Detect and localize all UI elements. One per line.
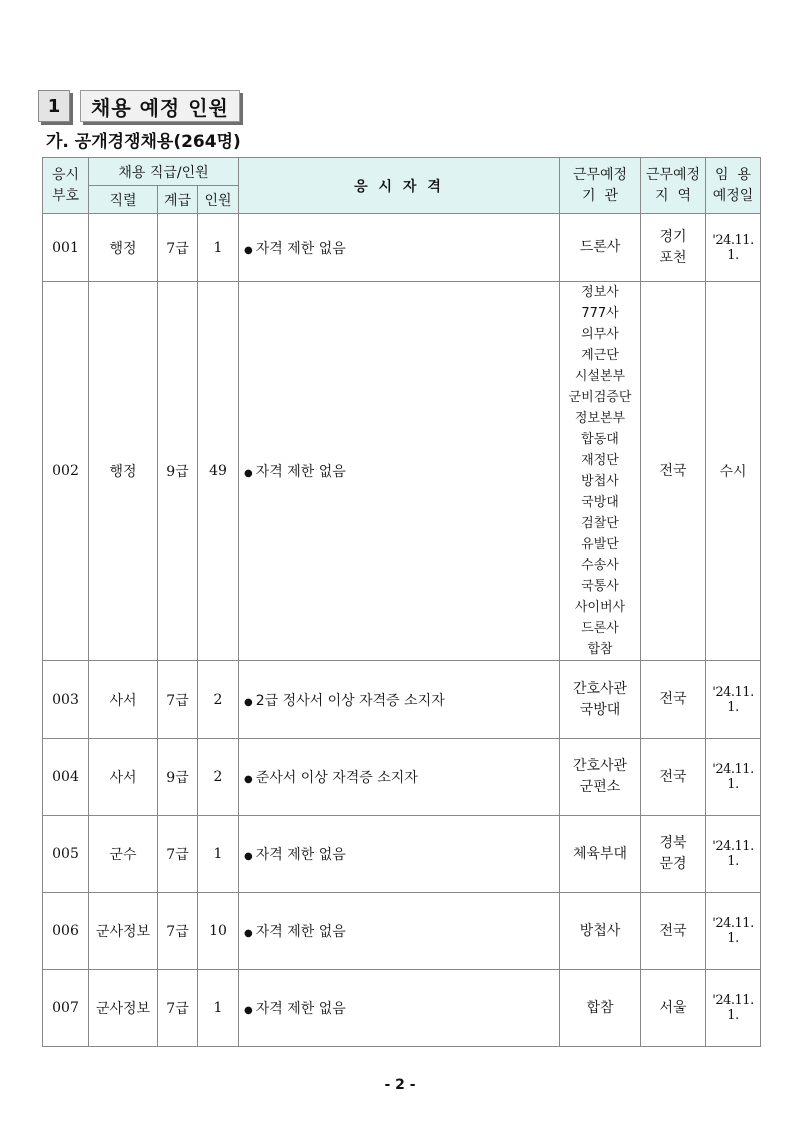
cell-qualification: ● 2급 정사서 이상 자격증 소지자 — [239, 661, 560, 739]
cell-exam-no: 002 — [43, 282, 89, 661]
cell-region: 전국 — [641, 739, 706, 816]
cell-job: 군사정보 — [89, 893, 158, 970]
cell-agency: 간호사관 국방대 — [560, 661, 641, 739]
cell-grade: 9급 — [158, 739, 198, 816]
cell-region: 서울 — [641, 970, 706, 1047]
cell-qualification: ● 준사서 이상 자격증 소지자 — [239, 739, 560, 816]
cell-job: 사서 — [89, 661, 158, 739]
cell-exam-no: 004 — [43, 739, 89, 816]
page-number: - 2 - — [384, 1077, 416, 1093]
cell-grade: 7급 — [158, 970, 198, 1047]
cell-date: '24.11. 1. — [706, 661, 761, 739]
cell-agency: 합참 — [560, 970, 641, 1047]
cell-job: 사서 — [89, 739, 158, 816]
table-row — [43, 214, 761, 282]
cell-exam-no: 007 — [43, 970, 89, 1047]
section-heading — [38, 88, 240, 124]
cell-qualification: ● 자격 제한 없음 — [239, 893, 560, 970]
cell-date: 수시 — [706, 282, 761, 661]
cell-agency: 간호사관 군편소 — [560, 739, 641, 816]
cell-qualification: ● 자격 제한 없음 — [239, 816, 560, 893]
header-agency: 근무예정 기 관 — [560, 158, 641, 214]
cell-region: 경북 문경 — [641, 816, 706, 893]
cell-count: 2 — [198, 661, 239, 739]
cell-grade: 9급 — [158, 282, 198, 661]
cell-exam-no: 006 — [43, 893, 89, 970]
cell-qualification: ● 자격 제한 없음 — [239, 282, 560, 661]
header-count: 인원 — [198, 186, 239, 214]
header-grade: 계급 — [158, 186, 198, 214]
cell-count: 2 — [198, 739, 239, 816]
header-appointment-date: 임 용 예정일 — [706, 158, 761, 214]
cell-date: '24.11. 1. — [706, 970, 761, 1047]
cell-region: 경기 포천 — [641, 214, 706, 282]
table-row — [43, 661, 761, 739]
table-row — [43, 970, 761, 1047]
cell-region: 전국 — [641, 893, 706, 970]
header-qualification: 응 시 자 격 — [239, 158, 560, 214]
header-position-group: 채용 직급/인원 — [89, 158, 239, 186]
cell-agency: 체육부대 — [560, 816, 641, 893]
cell-grade: 7급 — [158, 214, 198, 282]
header-job: 직렬 — [89, 186, 158, 214]
table-row — [43, 282, 761, 661]
cell-exam-no: 005 — [43, 816, 89, 893]
cell-date: '24.11. 1. — [706, 893, 761, 970]
recruitment-table — [42, 157, 761, 1047]
cell-region: 전국 — [641, 661, 706, 739]
cell-grade: 7급 — [158, 893, 198, 970]
table-row — [43, 893, 761, 970]
section-number: 1 — [38, 90, 70, 122]
table-row — [43, 739, 761, 816]
cell-count: 1 — [198, 970, 239, 1047]
subsection-title: 가. 공개경쟁채용(264명) — [46, 132, 241, 152]
header-exam-no: 응시 부호 — [43, 158, 89, 214]
header-region: 근무예정 지 역 — [641, 158, 706, 214]
cell-job: 행정 — [89, 214, 158, 282]
cell-region: 전국 — [641, 282, 706, 661]
cell-grade: 7급 — [158, 661, 198, 739]
cell-qualification: ● 자격 제한 없음 — [239, 214, 560, 282]
cell-job: 군수 — [89, 816, 158, 893]
cell-exam-no: 001 — [43, 214, 89, 282]
cell-job: 행정 — [89, 282, 158, 661]
table-row — [43, 816, 761, 893]
section-title: 채용 예정 인원 — [80, 90, 240, 122]
cell-grade: 7급 — [158, 816, 198, 893]
cell-date: '24.11. 1. — [706, 214, 761, 282]
cell-agency: 방첩사 — [560, 893, 641, 970]
cell-count: 1 — [198, 816, 239, 893]
cell-date: '24.11. 1. — [706, 739, 761, 816]
cell-agency: 정보사 777사 의무사 계근단 시설본부 군비검증단 정보본부 합동대 재정단 방첩사 국방대 검찰단 유발단 수송사 국통사 사이버사 드론사 합참 — [560, 282, 641, 661]
cell-count: 10 — [198, 893, 239, 970]
cell-date: '24.11. 1. — [706, 816, 761, 893]
cell-qualification: ● 자격 제한 없음 — [239, 970, 560, 1047]
cell-count: 49 — [198, 282, 239, 661]
cell-exam-no: 003 — [43, 661, 89, 739]
cell-count: 1 — [198, 214, 239, 282]
cell-job: 군사정보 — [89, 970, 158, 1047]
cell-agency: 드론사 — [560, 214, 641, 282]
